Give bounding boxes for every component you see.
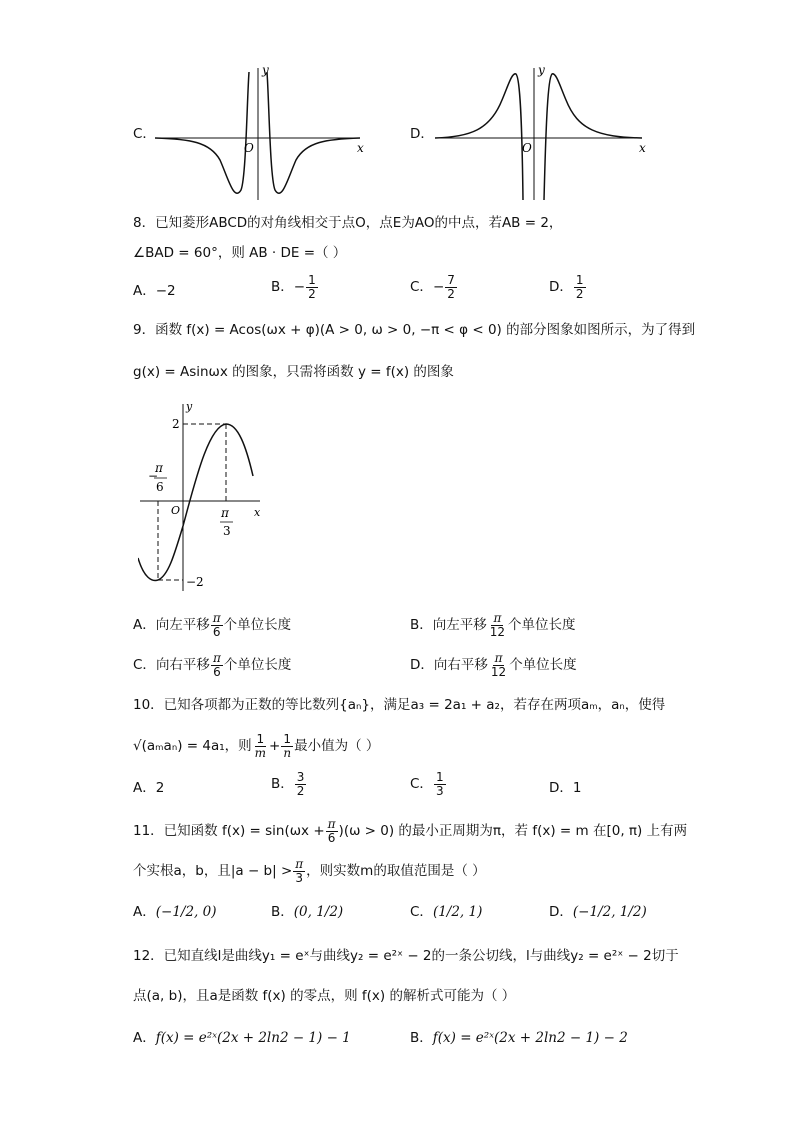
q11-line2-pre: 个实根a，b，且|a − b| > (133, 863, 293, 880)
frac2-num: 1 (283, 732, 292, 746)
option-value: (−1/2, 1/2) (572, 904, 647, 920)
option-label: B． (410, 617, 433, 634)
option-label: C． (410, 904, 433, 920)
option-num: π (212, 611, 221, 625)
frac2-den: n (283, 745, 292, 760)
neg-tick-sign: − (148, 469, 159, 483)
option-num: π (493, 611, 502, 625)
option-sign: − (432, 279, 445, 296)
pos-tick-pi: π (221, 506, 229, 520)
origin-label: O (244, 141, 254, 155)
q11-option-a[interactable] (133, 906, 217, 920)
option-label: D． (549, 904, 573, 920)
q8-stem-line1: 8．已知菱形ABCD的对角线相交于点O，点E为AO的中点，若AB = 2， (133, 215, 563, 231)
q10-line2-post: 最小值为（ ） (294, 738, 380, 755)
q7-option-c-label[interactable]: C． (133, 126, 156, 142)
option-den: 12 (489, 624, 506, 639)
origin-label: O (522, 141, 532, 155)
curve-right (267, 72, 360, 193)
q11-option-c[interactable] (410, 906, 482, 920)
option-num: π (494, 651, 503, 665)
q11-line1-den: 6 (327, 830, 336, 845)
axis-x-label: x (357, 141, 364, 155)
curve-right (544, 74, 642, 200)
q9-option-d[interactable] (410, 652, 577, 678)
q9-option-a[interactable] (133, 612, 291, 638)
q11-stem-line1 (133, 818, 687, 844)
option-value: −2 (155, 283, 176, 299)
q10-stem-line2 (133, 733, 379, 759)
q8-stem-line2: ∠BAD = 60°，则 AB · DE =（ ） (133, 245, 347, 261)
q9-option-b[interactable] (410, 612, 576, 638)
q11-line1-post: )(ω > 0) 的最小正周期为π，若 f(x) = m 在[0, π) 上有两 (338, 823, 688, 840)
option-den: 2 (296, 783, 305, 798)
q12-option-a[interactable] (133, 1032, 351, 1046)
q9-graph (138, 396, 273, 596)
q10-option-d[interactable] (549, 782, 582, 796)
option-label: A． (133, 904, 156, 920)
option-num: 3 (296, 770, 305, 784)
option-value: 2 (155, 780, 165, 796)
option-value: (−1/2, 0) (155, 904, 217, 920)
q12-option-b[interactable] (410, 1032, 628, 1046)
option-label: D． (410, 657, 434, 674)
max-label: 2 (172, 417, 180, 431)
q11-option-d[interactable] (549, 906, 647, 920)
option-label: D． (549, 279, 573, 296)
curve-left (155, 72, 249, 193)
option-value: 1 (572, 780, 582, 796)
frac1-den: m (254, 745, 267, 760)
cosine-curve (138, 424, 253, 580)
q11-line2-den: 3 (295, 870, 304, 885)
neg-tick-pi: π (155, 461, 163, 475)
option-num: 7 (447, 273, 455, 287)
q11-line2-num: π (295, 857, 304, 871)
y-label: y (186, 400, 193, 413)
option-post: 个单位长度 (508, 617, 576, 634)
option-value: (0, 1/2) (293, 904, 344, 920)
option-num: 1 (308, 273, 316, 287)
frac1-num: 1 (256, 732, 265, 746)
q7-option-d-label[interactable]: D． (410, 126, 434, 142)
option-den: 2 (308, 286, 316, 301)
option-label: A． (133, 1030, 156, 1046)
min-label: −2 (186, 575, 204, 589)
origin-label: O (171, 504, 181, 517)
option-post: 个单位长度 (509, 657, 577, 674)
option-den: 2 (575, 286, 584, 301)
q8-option-a[interactable] (133, 285, 176, 299)
option-value: (1/2, 1) (432, 904, 483, 920)
option-value: f(x) = e²ˣ(2x + 2ln2 − 1) − 1 (155, 1030, 351, 1046)
option-label: A． (133, 617, 156, 634)
q7-option-c-graph (150, 60, 375, 205)
option-label: C． (410, 279, 433, 296)
x-label: x (254, 506, 261, 519)
q10-line2-pre: √(aₘaₙ) = 4a₁，则 (133, 738, 252, 755)
option-pre: 向右平移 (433, 657, 488, 674)
option-label: D． (549, 780, 573, 796)
axis-x-label: x (639, 141, 646, 155)
option-den: 12 (490, 664, 507, 679)
option-label: B． (271, 904, 294, 920)
option-value: f(x) = e²ˣ(2x + 2ln2 − 1) − 2 (432, 1030, 628, 1046)
q10-option-b[interactable] (271, 771, 307, 797)
q9-stem-line1: 9．函数 f(x) = Acos(ωx + φ)(A > 0, ω > 0, −π < φ < 0) 的部分图象如图所示，为了得到 (133, 322, 696, 338)
q9-stem-line2: g(x) = Asinωx 的图象，只需将函数 y = f(x) 的图象 (133, 364, 454, 380)
curve-left (435, 74, 523, 200)
q11-option-b[interactable] (271, 906, 343, 920)
option-den: 6 (213, 664, 221, 679)
q8-option-d[interactable] (549, 274, 587, 300)
option-label: B． (410, 1030, 433, 1046)
q8-option-b[interactable] (271, 274, 319, 300)
option-label: B． (271, 279, 294, 296)
q12-stem-line2: 点(a, b)，且a是函数 f(x) 的零点，则 f(x) 的解析式可能为（ ） (133, 988, 516, 1004)
q10-stem-line1: 10．已知各项都为正数的等比数列{aₙ}，满足a₃ = 2a₁ + a₂，若存在两项aₘ，aₙ，使得 (133, 697, 666, 713)
option-den: 6 (212, 624, 221, 639)
q11-line1-num: π (327, 817, 336, 831)
q11-stem-line2 (133, 858, 486, 884)
option-label: B． (271, 776, 294, 793)
neg-tick-den: 6 (156, 480, 164, 494)
option-pre: 向左平移 (432, 617, 487, 634)
option-den: 3 (435, 783, 444, 798)
option-post: 个单位长度 (223, 617, 292, 634)
option-den: 2 (447, 286, 455, 301)
option-sign: − (293, 279, 306, 296)
option-label: A． (133, 780, 156, 796)
option-num: 1 (435, 770, 444, 784)
option-pre: 向左平移 (155, 617, 210, 634)
option-label: C． (410, 776, 433, 793)
q8-option-c[interactable] (410, 274, 458, 300)
plus-sign: + (269, 738, 281, 755)
option-label: A． (133, 283, 156, 299)
pos-tick-den: 3 (223, 524, 231, 538)
option-label: C． (133, 657, 156, 674)
q10-option-a[interactable] (133, 782, 164, 796)
q7-option-d-graph (430, 60, 655, 205)
axis-y-label: y (538, 63, 545, 77)
option-post: 个单位长度 (223, 657, 292, 674)
option-num: π (212, 651, 221, 665)
q11-line2-post: ，则实数m的取值范围是（ ） (306, 863, 486, 880)
q12-stem-line1: 12．已知直线l是曲线y₁ = eˣ与曲线y₂ = e²ˣ − 2的一条公切线，l与曲线y₂ = e²ˣ − 2切于 (133, 948, 679, 964)
option-num: 1 (575, 273, 584, 287)
axis-y-label: y (262, 63, 269, 77)
q10-option-c[interactable] (410, 771, 447, 797)
option-pre: 向右平移 (155, 657, 210, 674)
q11-line1-pre: 11．已知函数 f(x) = sin(ωx + (133, 823, 325, 840)
q9-option-c[interactable] (133, 652, 291, 678)
